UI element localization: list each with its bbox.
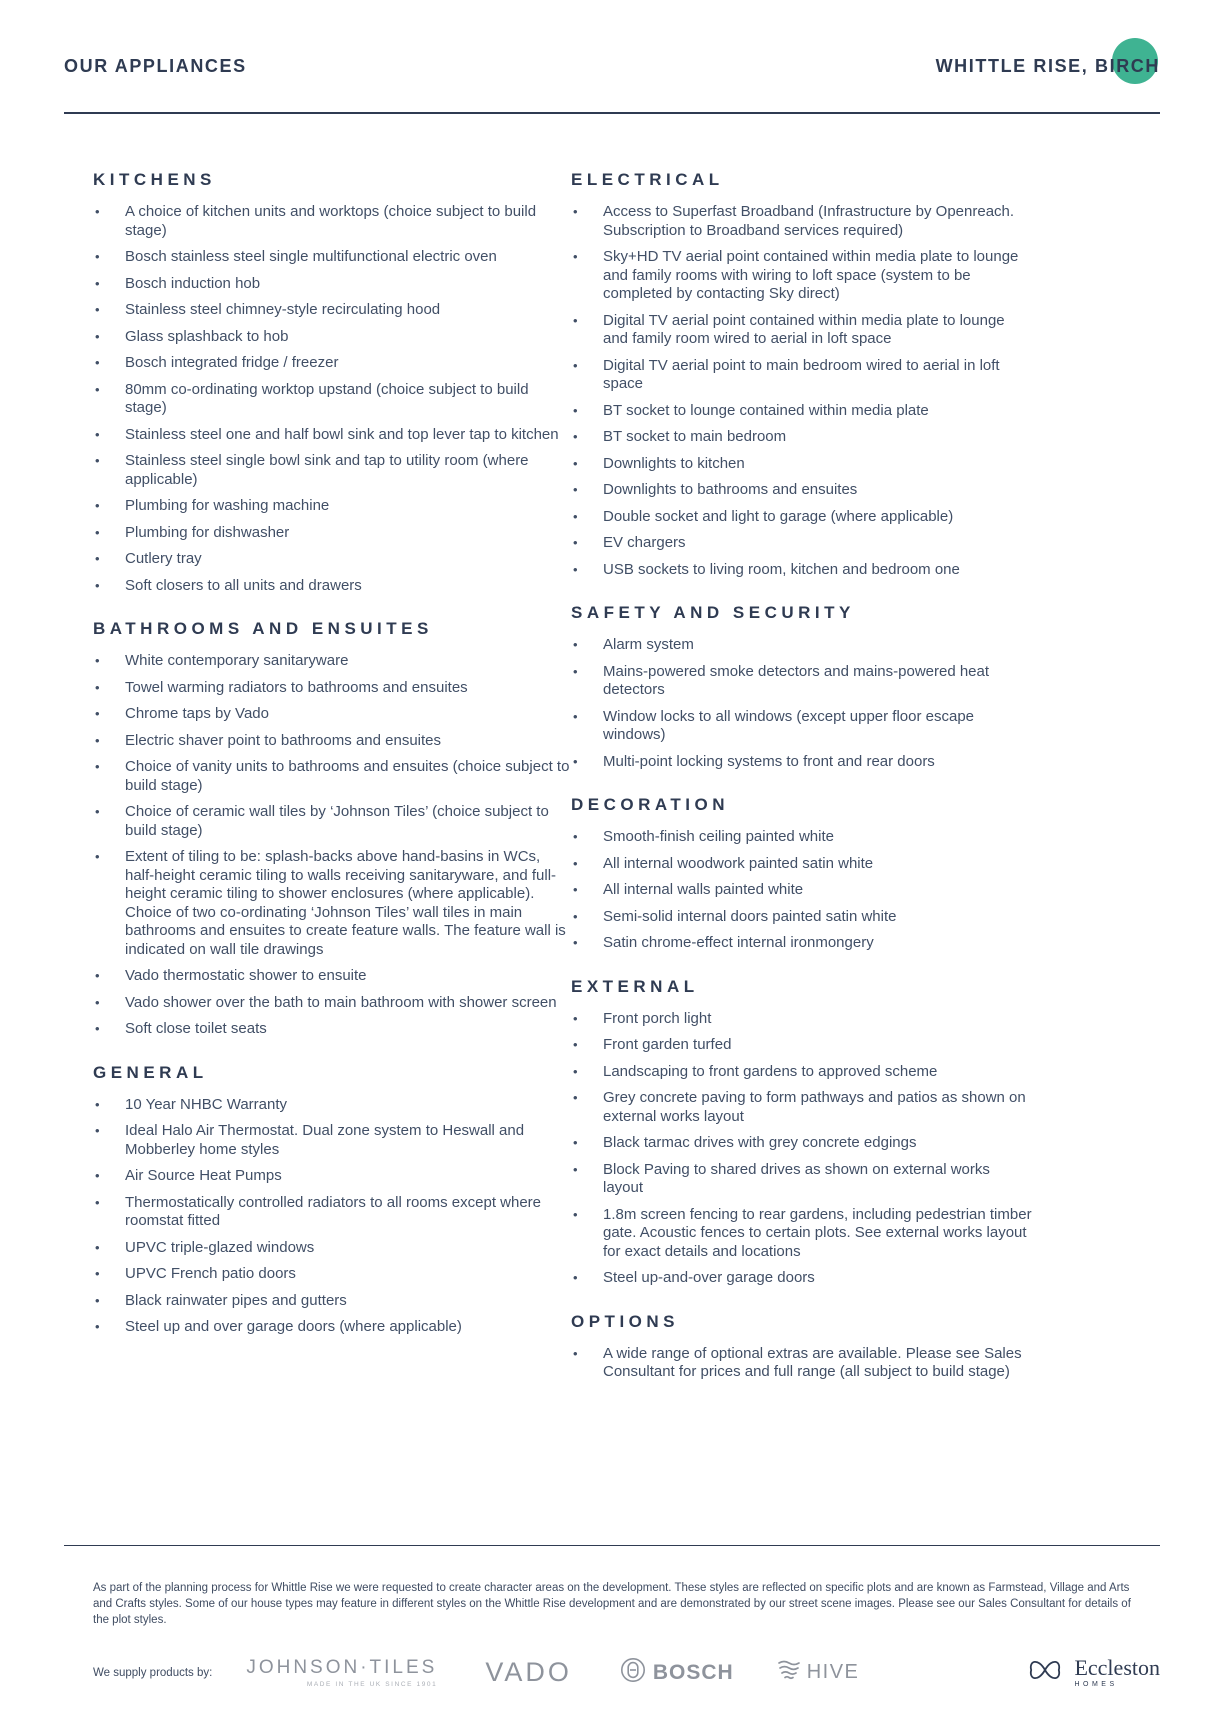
- page-header: [64, 56, 1160, 77]
- list-item: • Alarm system: [571, 636, 1033, 655]
- bullet-list: [93, 203, 571, 595]
- section-electrical: [571, 170, 1160, 579]
- list-item: • Towel warming radiators to bathrooms and ensuites: [93, 679, 571, 698]
- hive-wordmark: HIVE: [806, 1661, 860, 1683]
- list-item: • BT socket to main bedroom: [571, 428, 1033, 447]
- list-item: • Smooth-finish ceiling painted white: [571, 828, 1033, 847]
- johnson-tiles-tagline: MADE IN THE UK SINCE 1901: [306, 1681, 438, 1688]
- bullet-list: [93, 1096, 571, 1337]
- list-item: • Stainless steel one and half bowl sink and top lever tap to kitchen: [93, 426, 571, 445]
- list-item: • Block Paving to shared drives as shown on external works layout: [571, 1161, 1033, 1198]
- list-item: • USB sockets to living room, kitchen and bedroom one: [571, 561, 1033, 580]
- page-title: OUR APPLIANCES: [64, 56, 247, 76]
- eccleston-text: [1074, 1657, 1160, 1688]
- section-title: GENERAL: [93, 1062, 208, 1082]
- list-item: • Bosch stainless steel single multifunctional electric oven: [93, 248, 571, 267]
- list-item: • Bosch integrated fridge / freezer: [93, 354, 571, 373]
- eccleston-wordmark: Eccleston: [1074, 1655, 1160, 1680]
- section-decoration: [571, 795, 1160, 953]
- list-item: • All internal woodwork painted satin white: [571, 855, 1033, 874]
- section-title: BATHROOMS AND ENSUITES: [93, 619, 433, 638]
- vado-logo: [485, 1657, 572, 1688]
- list-item: • All internal walls painted white: [571, 881, 1033, 900]
- bullet-list: [571, 1345, 1160, 1382]
- list-item: • Extent of tiling to be: splash-backs above hand-basins in WCs, half-height ceramic tiling to walls receiving sanitaryware, and full-height ceramic tiling to shower enclosures (where applicable). Choice of two co-ordinating ‘Johnson Tiles’ wall tiles in main bathrooms and ensuites to create feature walls. The feature wall is indicated on wall tile drawings: [93, 848, 571, 959]
- bullet-list: [571, 828, 1160, 953]
- list-item: • Cutlery tray: [93, 550, 571, 569]
- list-item: • Double socket and light to garage (where applicable): [571, 508, 1033, 527]
- list-item: • Stainless steel single bowl sink and tap to utility room (where applicable): [93, 452, 571, 489]
- hive-waves-icon: [776, 1658, 802, 1687]
- list-item: • A choice of kitchen units and worktops (choice subject to build stage): [93, 203, 571, 240]
- list-item: • EV chargers: [571, 534, 1033, 553]
- section-title: EXTERNAL: [571, 976, 699, 996]
- footer-divider: [64, 1545, 1160, 1546]
- left-column: [93, 170, 571, 1345]
- list-item: • Multi-point locking systems to front and rear doors: [571, 753, 1033, 772]
- list-item: • Access to Superfast Broadband (Infrastructure by Openreach. Subscription to Broadband services required): [571, 203, 1033, 240]
- supplier-logo-row: [93, 1652, 1160, 1693]
- list-item: • BT socket to lounge contained within media plate: [571, 402, 1033, 421]
- list-item: • Front garden turfed: [571, 1036, 1033, 1055]
- bosch-logo: [620, 1657, 734, 1688]
- list-item: • Steel up-and-over garage doors: [571, 1269, 1033, 1288]
- list-item: • Air Source Heat Pumps: [93, 1167, 571, 1186]
- list-item: • 10 Year NHBC Warranty: [93, 1096, 571, 1115]
- list-item: • Vado shower over the bath to main bathroom with shower screen: [93, 994, 571, 1013]
- list-item: • Black tarmac drives with grey concrete edgings: [571, 1134, 1033, 1153]
- section-title: SAFETY AND SECURITY: [571, 603, 855, 622]
- list-item: • Digital TV aerial point contained within media plate to lounge and family room wired to aerial in loft space: [571, 312, 1033, 349]
- list-item: • White contemporary sanitaryware: [93, 652, 571, 671]
- list-item: • Landscaping to front gardens to approved scheme: [571, 1063, 1033, 1082]
- list-item: • UPVC triple-glazed windows: [93, 1239, 571, 1258]
- bullet-list: [571, 203, 1160, 579]
- list-item: • Front porch light: [571, 1010, 1033, 1029]
- list-item: • Digital TV aerial point to main bedroom wired to aerial in loft space: [571, 357, 1033, 394]
- spec-columns: [93, 170, 1160, 1390]
- list-item: • Choice of vanity units to bathrooms and ensuites (choice subject to build stage): [93, 758, 571, 795]
- list-item: • Glass splashback to hob: [93, 328, 571, 347]
- bosch-anchor-icon: [620, 1657, 646, 1688]
- section-options: [571, 1312, 1160, 1382]
- list-item: • Downlights to kitchen: [571, 455, 1033, 474]
- list-item: • Choice of ceramic wall tiles by ‘Johnson Tiles’ (choice subject to build stage): [93, 803, 571, 840]
- development-title: WHITTLE RISE, BIRCH: [935, 56, 1160, 76]
- list-item: • Grey concrete paving to form pathways and patios as shown on external works layout: [571, 1089, 1033, 1126]
- hive-logo: [776, 1658, 860, 1687]
- list-item: • Thermostatically controlled radiators to all rooms except where roomstat fitted: [93, 1194, 571, 1231]
- list-item: • Steel up and over garage doors (where applicable): [93, 1318, 571, 1337]
- section-title: OPTIONS: [571, 1311, 680, 1331]
- list-item: • Satin chrome-effect internal ironmongery: [571, 934, 1033, 953]
- list-item: • Electric shaver point to bathrooms and ensuites: [93, 732, 571, 751]
- list-item: • Soft close toilet seats: [93, 1020, 571, 1039]
- johnson-tiles-wordmark: JOHNSON·TILES: [246, 1657, 438, 1678]
- list-item: • Plumbing for dishwasher: [93, 524, 571, 543]
- section-bathrooms-and-ensuites: [93, 619, 571, 1039]
- vado-wordmark: VADO: [485, 1657, 572, 1687]
- bullet-list: [571, 1010, 1160, 1288]
- bosch-wordmark: BOSCH: [652, 1660, 734, 1684]
- section-title: ELECTRICAL: [571, 170, 724, 189]
- header-divider: [64, 112, 1160, 114]
- eccleston-butterfly-icon: [1024, 1652, 1066, 1693]
- johnson-tiles-logo: [246, 1657, 437, 1688]
- list-item: • UPVC French patio doors: [93, 1265, 571, 1284]
- list-item: • A wide range of optional extras are available. Please see Sales Consultant for prices and full range (all subject to build stage): [571, 1345, 1033, 1382]
- list-item: • 1.8m screen fencing to rear gardens, including pedestrian timber gate. Acoustic fences to certain plots. See external works layout for exact details and locations: [571, 1206, 1033, 1262]
- list-item: • 80mm co-ordinating worktop upstand (choice subject to build stage): [93, 381, 571, 418]
- bullet-list: [571, 636, 1160, 771]
- section-title: DECORATION: [571, 795, 730, 814]
- list-item: • Chrome taps by Vado: [93, 705, 571, 724]
- supply-label: We supply products by:: [93, 1666, 213, 1679]
- eccleston-homes-label: HOMES: [1074, 1681, 1118, 1688]
- section-kitchens: [93, 170, 571, 595]
- list-item: • Ideal Halo Air Thermostat. Dual zone system to Heswall and Mobberley home styles: [93, 1122, 571, 1159]
- list-item: • Vado thermostatic shower to ensuite: [93, 967, 571, 986]
- list-item: • Plumbing for washing machine: [93, 497, 571, 516]
- list-item: • Bosch induction hob: [93, 275, 571, 294]
- eccleston-homes-logo: [1024, 1652, 1160, 1693]
- list-item: • Mains-powered smoke detectors and mains-powered heat detectors: [571, 663, 1033, 700]
- right-column: [571, 170, 1160, 1390]
- list-item: • Stainless steel chimney-style recirculating hood: [93, 301, 571, 320]
- list-item: • Downlights to bathrooms and ensuites: [571, 481, 1033, 500]
- bullet-list: [93, 652, 571, 1039]
- disclaimer-text: As part of the planning process for Whittle Rise we were requested to create character areas on the development. These styles are reflected on specific plots and are known as Farmstead, Village and Arts and Crafts styles. Some of our house types may feature in different styles on the Whittle Rise development and are demonstrated by our street scene images. Please see our Sales Consultant for details of the plot styles.: [93, 1582, 1131, 1626]
- list-item: • Sky+HD TV aerial point contained within media plate to lounge and family rooms with wiring to loft space (system to be completed by contacting Sky direct): [571, 248, 1033, 304]
- section-title: KITCHENS: [93, 170, 216, 189]
- list-item: • Black rainwater pipes and gutters: [93, 1292, 571, 1311]
- list-item: • Semi-solid internal doors painted satin white: [571, 908, 1033, 927]
- list-item: • Soft closers to all units and drawers: [93, 577, 571, 596]
- section-general: [93, 1063, 571, 1337]
- list-item: • Window locks to all windows (except upper floor escape windows): [571, 708, 1033, 745]
- section-safety-and-security: [571, 603, 1160, 771]
- section-external: [571, 977, 1160, 1288]
